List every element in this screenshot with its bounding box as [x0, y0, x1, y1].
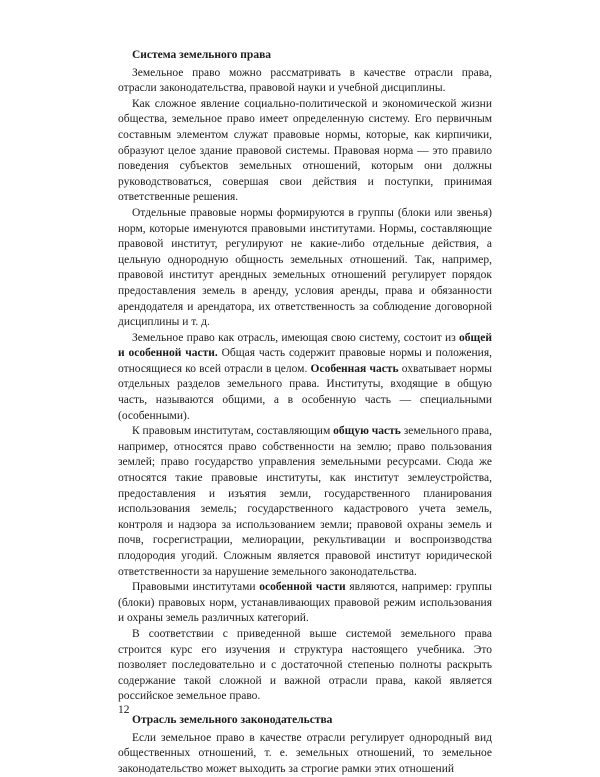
paragraph — [118, 331, 492, 425]
bold-term: особенной части — [259, 581, 346, 594]
bold-term: общей и особенной части. — [118, 331, 492, 360]
paragraph: Как сложное явление социально-политической и экономической жизни общества, земельное право имеет определенную систему. Его первичным составным элементом служат правовые нормы, которые, как кирпичики, образуют целое здание правовой системы. Правовая норма — это правило поведения субъектов земельных отношений, которым они должны руководствоваться, совершая свои действия и поступки, принимая ответственные решения. — [118, 97, 492, 204]
text-run: Правовыми институтами — [132, 581, 260, 594]
paragraph: В соответствии с приведенной выше системой земельного права строится курс его изучения и структура настоящего учебника. Это позволяет последовательно и с достаточной степенью полноты раскрыть содержание такой сложной и важной отрасли права, какой является российское земельное право. — [118, 627, 492, 703]
text-run: земельного права, например, относятся право собственности на землю; право пользования землей; право государство управления земельными ресурсами. Сюда же относятся такие правовые институты, как институт землеустройства, предоставления и изъятия земли, государственного планирования использования земель; государственного кадастрового учета земель, контроля и надзора за использованием земли; правовой охраны земель и почв, госрегистрации, мелиорации, рекультивации и воспроизводства плодородия угодий. Сложным является правовой институт юридической ответственности за нарушение земельного законодательства. — [118, 425, 492, 578]
bold-term: Особенная часть — [310, 362, 399, 375]
text-run: являются, например: группы (блоки) правовых норм, устанавливающих правовой режим использования и охраны земель различных категорий. — [118, 581, 492, 625]
section-heading: Система земельного права — [132, 49, 272, 61]
text-run: охватывает нормы отдельных разделов земельного права. Институты, входящие в общую часть, называются общими, а в особенную часть — специальными (особенными). — [118, 362, 492, 422]
paragraph: Земельное право можно рассматривать в качестве отрасли права, отрасли законодательства, правовой науки и учебной дисциплины. — [118, 66, 492, 95]
page-body — [118, 48, 492, 777]
paragraph — [118, 424, 492, 580]
page-number: 12 — [118, 704, 130, 716]
bold-term: общую часть — [333, 425, 401, 438]
paragraph: Если земельное право в качестве отрасли регулирует однородный вид общественных отношений, т. е. земельных отношений, то земельное законодательство может выходить за строгие рамки этих отношений — [118, 731, 492, 775]
section-heading: Отрасль земельного законодательства — [132, 713, 333, 726]
text-run: К правовым институтам, составляющим — [132, 425, 334, 438]
text-run: Земельное право как отрасль, имеющая свою систему, состоит из — [132, 331, 460, 344]
text-run: Общая часть содержит правовые нормы и положения, относящиеся ко всей отрасли в целом. — [118, 347, 493, 375]
paragraph: Отдельные правовые нормы формируются в группы (блоки или звенья) норм, которые именуются правовыми институтами. Нормы, составляющие правовой институт, регулируют не какие-либо отдельные действия, а цельную однородную общность земельных отношений. Так, например, правовой институт арендных земельных отношений регулирует порядок предоставления земель в аренду, условия аренды, права и обязанности арендодателя и арендатора, их ответственность за соблюдение договорной дисциплины и т. д. — [118, 206, 492, 329]
paragraph — [118, 580, 492, 627]
